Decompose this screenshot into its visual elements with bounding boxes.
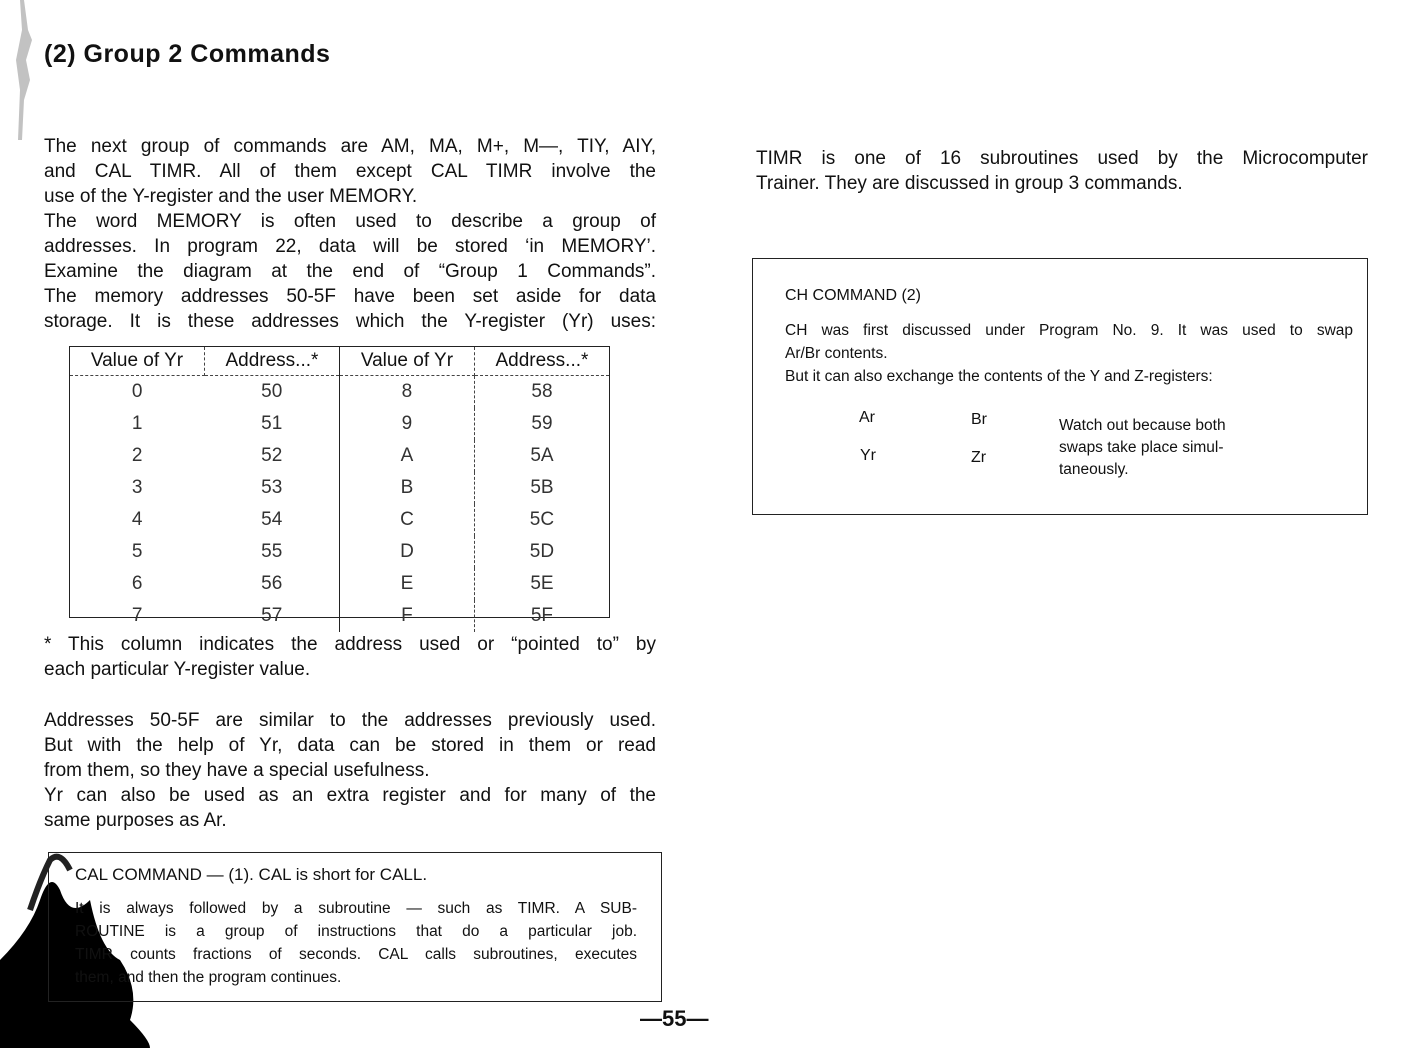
text-line: * This column indicates the address used or “pointed to” by xyxy=(44,634,656,655)
intro-paragraph xyxy=(44,134,656,334)
table-cell: 6 xyxy=(131,573,143,594)
table-cell: B xyxy=(339,472,474,504)
table-cell: 59 xyxy=(531,413,553,434)
text-line: Addresses 50-5F are similar to the addresses previously used. xyxy=(44,710,656,731)
text-line: Yr can also be used as an extra register and for many of the xyxy=(44,785,656,806)
addresses-paragraph xyxy=(44,708,656,833)
page-number: —55— xyxy=(640,1006,709,1031)
text-line: CH was first discussed under Program No. 9. It was used to swap xyxy=(785,322,1353,339)
table-row xyxy=(70,568,609,600)
ch-box-title: CH COMMAND (2) xyxy=(785,287,921,304)
text-line: Trainer. They are discussed in group 3 commands. xyxy=(756,173,1183,194)
ch-box-body xyxy=(785,319,1353,388)
table-header: Value of Yr xyxy=(339,347,474,376)
table-cell: 52 xyxy=(204,440,339,472)
table-header-row xyxy=(70,347,609,376)
text-line: TIMR counts fractions of seconds. CAL calls subroutines, executes xyxy=(75,946,637,963)
text-line: But it can also exchange the contents of the Y and Z-registers: xyxy=(785,368,1213,385)
text-line: The word MEMORY is often used to describe a group of xyxy=(44,211,656,232)
text-line: The next group of commands are AM, MA, M+, M—, TIY, AIY, xyxy=(44,136,656,157)
register-yr: Yr xyxy=(860,447,876,464)
text-line: and CAL TIMR. All of them except CAL TIMR involve the xyxy=(44,161,656,182)
table-cell: 53 xyxy=(204,472,339,504)
text-line: from them, so they have a special usefulness. xyxy=(44,760,430,781)
text-line: ROUTINE is a group of instructions that do a particular job. xyxy=(75,923,637,940)
table-cell: 1 xyxy=(131,413,143,434)
yr-address-table xyxy=(69,346,610,626)
text-line: TIMR is one of 16 subroutines used by the Microcomputer xyxy=(756,148,1368,169)
table-cell: 7 xyxy=(131,605,143,626)
table-cell: 9 xyxy=(339,408,474,440)
cal-box-title: CAL COMMAND — (1). CAL is short for CALL. xyxy=(75,865,428,884)
cal-box-body xyxy=(75,897,637,989)
table-cell: F xyxy=(339,600,474,632)
table-cell: 58 xyxy=(531,381,553,402)
table-row xyxy=(70,504,609,536)
text-line: But with the help of Yr, data can be stored in them or read xyxy=(44,735,656,756)
table-cell: 5D xyxy=(529,541,555,562)
table-row xyxy=(70,600,609,632)
text-line: Watch out because both xyxy=(1059,417,1226,434)
table-cell: C xyxy=(339,504,474,536)
table-cell: 2 xyxy=(131,445,143,466)
table-cell: 54 xyxy=(204,504,339,536)
text-line: Examine the diagram at the end of “Group 1 Commands”. xyxy=(44,261,656,282)
page-heading: (2) Group 2 Commands xyxy=(44,40,331,68)
text-line: swaps take place simul- xyxy=(1059,439,1224,456)
table-header: Address...* xyxy=(204,347,339,376)
table-cell: E xyxy=(339,568,474,600)
table-cell: 4 xyxy=(131,509,143,530)
table-cell: 5A xyxy=(530,445,554,466)
table-cell: 51 xyxy=(204,408,339,440)
table-row xyxy=(70,536,609,568)
table-cell: A xyxy=(339,440,474,472)
register-zr: Zr xyxy=(971,449,987,466)
table-footnote xyxy=(44,632,656,682)
table-cell: 5C xyxy=(529,509,555,530)
table-cell: 55 xyxy=(204,536,339,568)
table-header: Address...* xyxy=(474,347,609,376)
text-line: addresses. In program 22, data will be stored ‘in MEMORY’. xyxy=(44,236,656,257)
cal-command-box xyxy=(48,852,662,1002)
table-cell: 8 xyxy=(339,376,474,409)
text-line: them, and then the program continues. xyxy=(75,969,342,986)
table-cell: 5B xyxy=(530,477,554,498)
text-line: each particular Y-register value. xyxy=(44,659,311,680)
table-cell: 5 xyxy=(131,541,143,562)
table-header: Value of Yr xyxy=(70,347,204,376)
ch-command-box xyxy=(752,258,1368,515)
table-cell: 50 xyxy=(204,376,339,409)
swap-warning-note xyxy=(1059,415,1289,481)
table-cell: 3 xyxy=(131,477,143,498)
timr-paragraph xyxy=(756,146,1368,196)
text-line: Ar/Br contents. xyxy=(785,345,888,362)
scan-spine-artifact xyxy=(10,0,40,140)
text-line: taneously. xyxy=(1059,461,1129,478)
text-line: use of the Y-register and the user MEMORY. xyxy=(44,186,418,207)
text-line: It is always followed by a subroutine — such as TIMR. A SUB- xyxy=(75,900,637,917)
table-cell: 5F xyxy=(530,605,554,626)
register-ar: Ar xyxy=(859,409,875,426)
table-cell: 56 xyxy=(204,568,339,600)
table-row xyxy=(70,440,609,472)
text-line: The memory addresses 50-5F have been set aside for data xyxy=(44,286,656,307)
text-line: same purposes as Ar. xyxy=(44,810,227,831)
table-cell: 0 xyxy=(131,381,143,402)
register-br: Br xyxy=(971,411,987,428)
table-cell: 5E xyxy=(530,573,554,594)
table-cell: D xyxy=(339,536,474,568)
table-row xyxy=(70,376,609,409)
table-row xyxy=(70,472,609,504)
table-row xyxy=(70,408,609,440)
table-cell: 57 xyxy=(204,600,339,632)
text-line: storage. It is these addresses which the Y-register (Yr) uses: xyxy=(44,311,656,332)
